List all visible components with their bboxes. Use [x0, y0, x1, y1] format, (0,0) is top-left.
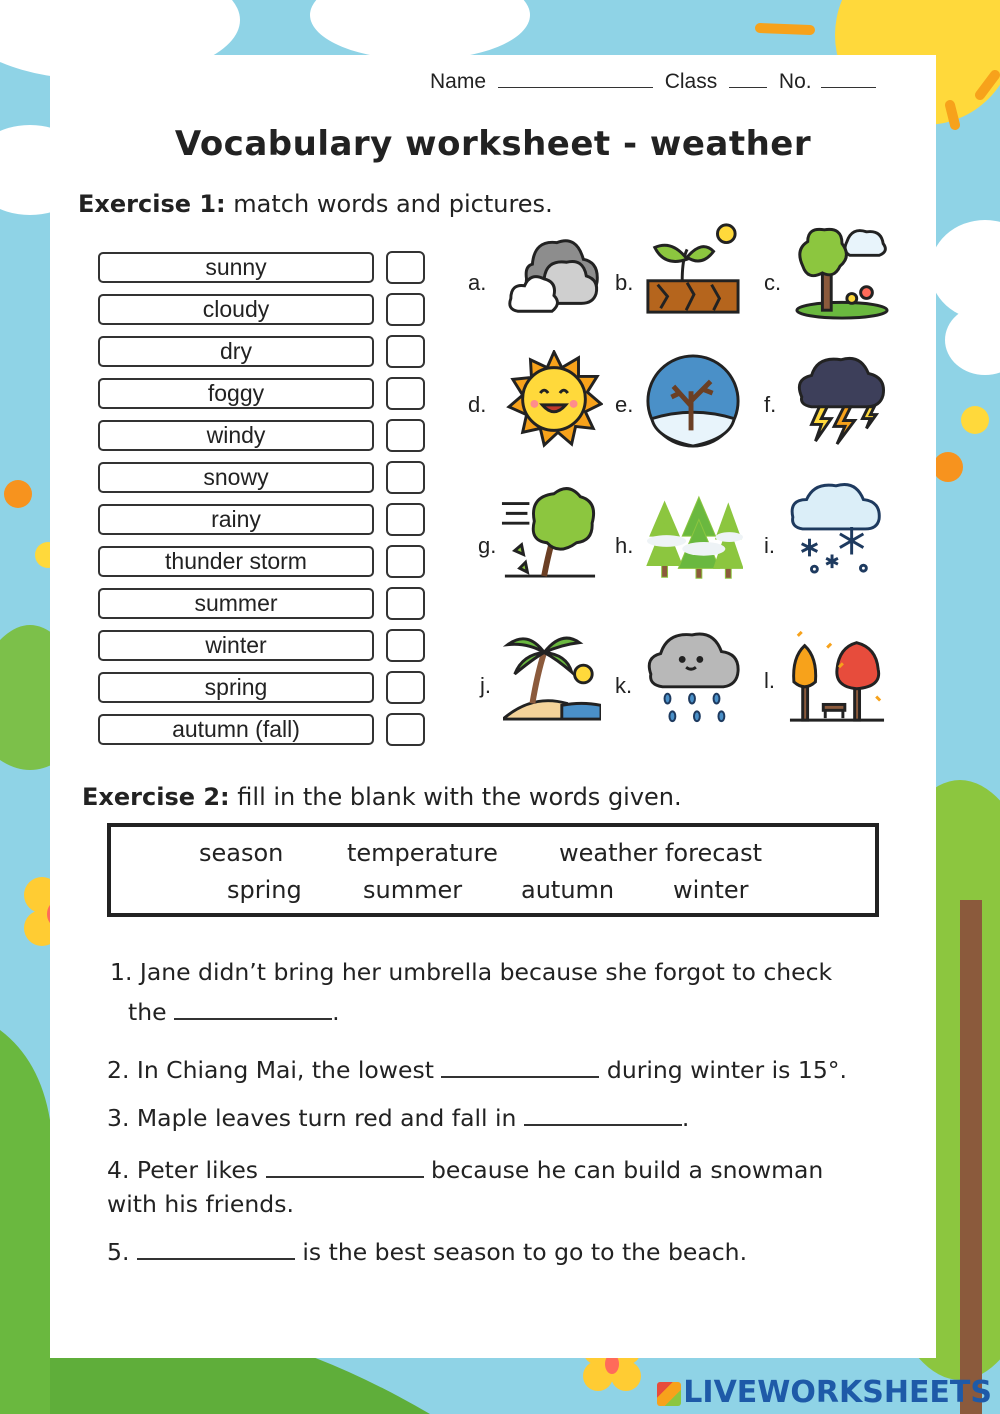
name-blank[interactable] — [498, 71, 653, 88]
answer-box-winter[interactable] — [386, 629, 425, 662]
question-2 — [107, 1054, 847, 1084]
question-1-line1: 1. Jane didn’t bring her umbrella because she forgot to check — [110, 958, 833, 986]
word-autumn: autumn (fall) — [98, 714, 374, 745]
liveworksheets-logo[interactable] — [657, 1375, 992, 1410]
blank-2[interactable] — [441, 1054, 599, 1078]
exercise2-heading — [82, 783, 682, 811]
answer-box-dry[interactable] — [386, 335, 425, 368]
question-2-after: during winter is 15°. — [606, 1056, 848, 1084]
question-4-before: 4. Peter likes — [107, 1156, 259, 1184]
student-info-line — [430, 70, 880, 94]
winter-tree-icon — [644, 352, 742, 450]
answer-box-thunder-storm[interactable] — [386, 545, 425, 578]
question-4-line1 — [107, 1154, 823, 1184]
word-bank-temperature: temperature — [347, 839, 498, 867]
question-2-before: 2. In Chiang Mai, the lowest — [107, 1056, 434, 1084]
pic-letter-h: h. — [615, 533, 634, 558]
word-spring: spring — [98, 672, 374, 703]
word-bank-winter: winter — [673, 876, 749, 904]
answer-box-rainy[interactable] — [386, 503, 425, 536]
question-4-line2: with his friends. — [107, 1190, 294, 1218]
word-rainy: rainy — [98, 504, 374, 535]
class-blank[interactable] — [729, 71, 767, 88]
sun-icon — [505, 350, 603, 448]
exercise1-heading — [78, 190, 553, 218]
word-windy: windy — [98, 420, 374, 451]
word-bank-weather-forecast: weather forecast — [559, 839, 763, 867]
question-5-after: is the best season to go to the beach. — [302, 1238, 748, 1266]
exercise1-instruction: match words and pictures. — [233, 190, 553, 218]
question-1-the: the — [128, 998, 167, 1026]
question-3 — [107, 1102, 689, 1132]
answer-box-spring[interactable] — [386, 671, 425, 704]
word-dry: dry — [98, 336, 374, 367]
pic-letter-e: e. — [615, 392, 634, 417]
answer-box-foggy[interactable] — [386, 377, 425, 410]
pic-letter-d: d. — [468, 392, 487, 417]
pic-letter-k: k. — [615, 673, 633, 698]
logo-text: LIVEWORKSHEETS — [683, 1375, 992, 1410]
word-bank-season: season — [199, 839, 284, 867]
word-snowy: snowy — [98, 462, 374, 493]
answer-box-sunny[interactable] — [386, 251, 425, 284]
question-1-line2 — [128, 996, 340, 1026]
word-winter: winter — [98, 630, 374, 661]
question-1-end: . — [332, 998, 340, 1026]
spring-tree-icon — [793, 222, 891, 320]
pic-letter-f: f. — [764, 392, 777, 417]
dry-land-icon — [643, 220, 741, 318]
word-bank — [107, 823, 879, 917]
exercise1-label: Exercise 1: — [78, 190, 226, 218]
question-4-after: because he can build a snowman — [431, 1156, 824, 1184]
word-foggy: foggy — [98, 378, 374, 409]
pic-letter-c: c. — [764, 270, 782, 295]
question-3-before: 3. Maple leaves turn red and fall in — [107, 1104, 517, 1132]
rain-cloud-icon — [643, 630, 741, 728]
word-bank-summer: summer — [363, 876, 463, 904]
name-label: Name — [430, 70, 487, 93]
word-bank-autumn: autumn — [521, 876, 615, 904]
answer-box-snowy[interactable] — [386, 461, 425, 494]
pic-letter-l: l. — [764, 668, 775, 693]
exercise2-instruction: fill in the blank with the words given. — [237, 783, 682, 811]
question-5 — [107, 1236, 747, 1266]
pic-letter-g: g. — [478, 533, 497, 558]
pic-letter-j: j. — [480, 673, 491, 698]
pic-letter-i: i. — [764, 533, 775, 558]
exercise2-label: Exercise 2: — [82, 783, 230, 811]
clouds-icon — [503, 225, 601, 323]
answer-box-cloudy[interactable] — [386, 293, 425, 326]
word-thunder-storm: thunder storm — [98, 546, 374, 577]
pic-letter-a: a. — [468, 270, 487, 295]
word-sunny: sunny — [98, 252, 374, 283]
windy-tree-icon — [500, 482, 598, 580]
word-summer: summer — [98, 588, 374, 619]
snow-cloud-icon — [785, 478, 883, 576]
word-bank-spring: spring — [227, 876, 302, 904]
no-blank[interactable] — [821, 71, 876, 88]
answer-box-autumn[interactable] — [386, 713, 425, 746]
beach-palm-icon — [503, 625, 601, 723]
autumn-trees-icon — [788, 628, 886, 726]
blank-1[interactable] — [174, 996, 332, 1020]
answer-box-summer[interactable] — [386, 587, 425, 620]
foggy-forest-icon — [645, 492, 743, 590]
logo-mark-icon — [657, 1382, 681, 1406]
blank-4[interactable] — [266, 1154, 424, 1178]
class-label: Class — [664, 70, 718, 93]
question-3-end: . — [681, 1104, 690, 1132]
pic-letter-b: b. — [615, 270, 634, 295]
answer-box-windy[interactable] — [386, 419, 425, 452]
page-title: Vocabulary worksheet - weather — [174, 124, 812, 164]
blank-5[interactable] — [137, 1236, 295, 1260]
question-5-before: 5. — [107, 1238, 130, 1266]
no-label: No. — [778, 70, 812, 93]
word-cloudy: cloudy — [98, 294, 374, 325]
thunderstorm-icon — [790, 348, 888, 446]
blank-3[interactable] — [524, 1102, 682, 1126]
